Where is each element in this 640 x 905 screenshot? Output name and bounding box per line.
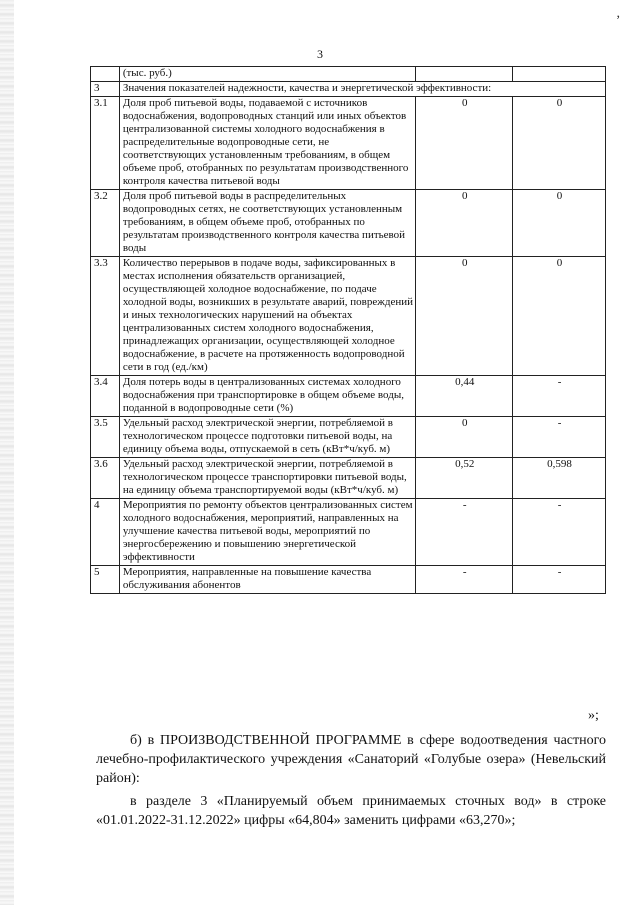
value-cell-2: 0 [513,190,606,257]
table-row [91,458,606,499]
row-number: 4 [91,499,120,566]
row-number: 3.2 [91,190,120,257]
paragraph-section-3-text: в разделе 3 «Планируемый объем принимаемых сточных вод» в строке «01.01.2022-31.12.2022» цифры «64,804» заменить цифрами «63,270»; [96,794,606,828]
value-cell-1: 0 [416,97,513,190]
row-description: Мероприятия, направленные на повышение качества обслуживания абонентов [119,566,416,594]
row-description: Количество перерывов в подаче воды, зафиксированных в местах исполнения обязательств организацией, осуществляющей холодное водоснабжение, по подаче холодной воды, возникших в результате аварий, повреждений и иных технологических нарушений на объектах централизованных систем холодного водоснабжения, принадлежащих организации, осуществляющей холодное водоснабжение, в расчете на протяженность водопроводной сети в год (ед./км) [119,257,416,376]
table-row [91,376,606,417]
closing-quote-mark: »; [588,708,599,723]
value-cell-2: 0,598 [513,458,606,499]
row-number: 3.6 [91,458,120,499]
value-cell-1: 0 [416,257,513,376]
table-row [91,97,606,190]
value-cell-2: - [513,566,606,594]
value-cell-1 [416,67,513,82]
row-description: Доля проб питьевой воды в распределительных водопроводных сетях, не соответствующих установленным требованиям, в общем объеме проб, отобранных по результатам производственного контроля качества питьевой воды [119,190,416,257]
table-row [91,566,606,594]
value-cell-1: 0 [416,417,513,458]
row-number: 3.4 [91,376,120,417]
table-row [91,82,606,97]
value-cell-2: 0 [513,97,606,190]
table-row [91,499,606,566]
paragraph-section-3 [96,792,606,830]
row-number: 3.3 [91,257,120,376]
paragraph-b [96,731,606,788]
row-description: (тыс. руб.) [119,67,416,82]
row-description: Мероприятия по ремонту объектов централизованных систем холодного водоснабжения, мероприятий, направленных на улучшение качества питьевой воды, мероприятий по энергосбережению и повышению энергетической эффективности [119,499,416,566]
row-number: 3.1 [91,97,120,190]
page-number: 3 [317,47,323,61]
indicators-table [90,66,606,594]
value-cell-2: 0 [513,257,606,376]
row-number: 3.5 [91,417,120,458]
scan-edge-artifact [0,0,14,905]
row-description: Доля проб питьевой воды, подаваемой с источников водоснабжения, водопроводных станций или иных объектов централизованной системы холодного водоснабжения в распределительные водопроводные сети, не соответствующих установленным требованиям, в общем объеме проб, отобранных по результатам производственного контроля качества питьевой воды [119,97,416,190]
value-cell-2: - [513,499,606,566]
table-row [91,257,606,376]
row-number: 5 [91,566,120,594]
value-cell-1: 0 [416,190,513,257]
value-cell-2: - [513,376,606,417]
row-description: Доля потерь воды в централизованных системах холодного водоснабжения при транспортировке в общем объеме воды, поданной в водопроводные сети (%) [119,376,416,417]
value-cell-1: - [416,499,513,566]
section-heading: Значения показателей надежности, качества и энергетической эффективности: [119,82,605,97]
value-cell-1: 0,44 [416,376,513,417]
paragraph-b-text: б) в ПРОИЗВОДСТВЕННОЙ ПРОГРАММЕ в сфере водоотведения частного лечебно-профилактического учреждения «Санаторий «Голубые озера» (Невельский район): [96,733,606,786]
table-row [91,417,606,458]
row-number: 3 [91,82,120,97]
table-row [91,190,606,257]
table-row [91,67,606,82]
value-cell-1: 0,52 [416,458,513,499]
value-cell-2: - [513,417,606,458]
row-number [91,67,120,82]
value-cell-2 [513,67,606,82]
row-description: Удельный расход электрической энергии, потребляемой в технологическом процессе подготовки питьевой воды, на единицу объема воды, отпускаемой в сеть (кВт*ч/куб. м) [119,417,416,458]
corner-mark: , [616,6,620,21]
value-cell-1: - [416,566,513,594]
row-description: Удельный расход электрической энергии, потребляемой в технологическом процессе транспортировки питьевой воды, на единицу объема транспортируемой воды (кВт*ч/куб. м) [119,458,416,499]
